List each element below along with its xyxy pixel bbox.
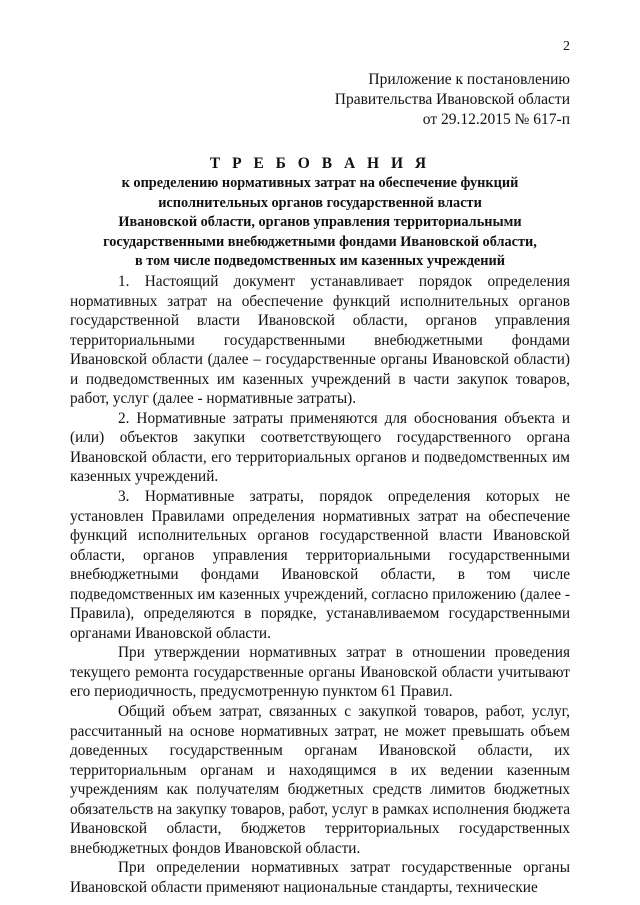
page-number: 2 [563, 39, 570, 54]
paragraph-1: 1. Настоящий документ устанавливает порядок определения нормативных затрат на обеспечение функций исполнительных органов государственной власти Ивановской области, органов управления территориальными государственными внебюджетными фондами Ивановской области (далее – государственные органы Ивановской области) и подведомственных им казенных учреждений в части закупок товаров, работ, услуг (далее - нормативные затраты). [70, 273, 570, 408]
subtitle-line: к определению нормативных затрат на обеспечение функций [121, 175, 519, 191]
subtitle-line: в том числе подведомственных им казенных учреждений [135, 253, 505, 270]
subtitle-line: Ивановской области, органов управления территориальными [118, 214, 522, 231]
appendix-block [335, 70, 570, 130]
paragraph-2: 2. Нормативные затраты применяются для обоснования объекта и (или) объектов закупки соответствующего государственного органа Ивановской области, его территориальных органов и подведомственных им казенных учреждений. [70, 409, 570, 486]
paragraph-6: При определении нормативных затрат государственные органы Ивановской области применяют национальные стандарты, технические [70, 859, 570, 896]
subtitle-line: исполнительных органов государственной власти [158, 194, 482, 211]
document-body [70, 272, 570, 898]
appendix-line-1: Приложение к постановлению [368, 71, 570, 88]
paragraph-4: При утверждении нормативных затрат в отношении проведения текущего ремонта государственные органы Ивановской области учитывают его периодичность, предусмотренную пунктом 61 Правил. [70, 644, 570, 701]
subtitle-line: государственными внебюджетными фондами Ивановской области, [103, 233, 537, 250]
appendix-line-3: от 29.12.2015 № 617-п [422, 111, 570, 128]
paragraph-3: 3. Нормативные затраты, порядок определения которых не установлен Правилами определения нормативных затрат на обеспечение функций исполнительных органов государственной власти Ивановской области, органов управления территориальными государственными внебюджетными фондами Ивановской области, в том числе подведомственных им казенных учреждений, согласно приложению (далее - Правила), определяются в порядке, устанавливаемом государственными органами Ивановской области. [70, 488, 570, 642]
paragraph-5: Общий объем затрат, связанных с закупкой товаров, работ, услуг, рассчитанный на основе нормативных затрат, не может превышать объем доведенных государственным органам Ивановской области, их территориальным органам и находящимся в их ведении казенным учреждениям как получателям бюджетных средств лимитов бюджетных обязательств на закупку товаров, работ, услуг в рамках исполнения бюджета Ивановской области, бюджетов территориальных государственных внебюджетных фондов Ивановской области. [70, 703, 570, 857]
title-block [70, 154, 570, 272]
document-title: Т Р Е Б О В А Н И Я [209, 155, 431, 172]
appendix-line-2: Правительства Ивановской области [334, 91, 570, 108]
